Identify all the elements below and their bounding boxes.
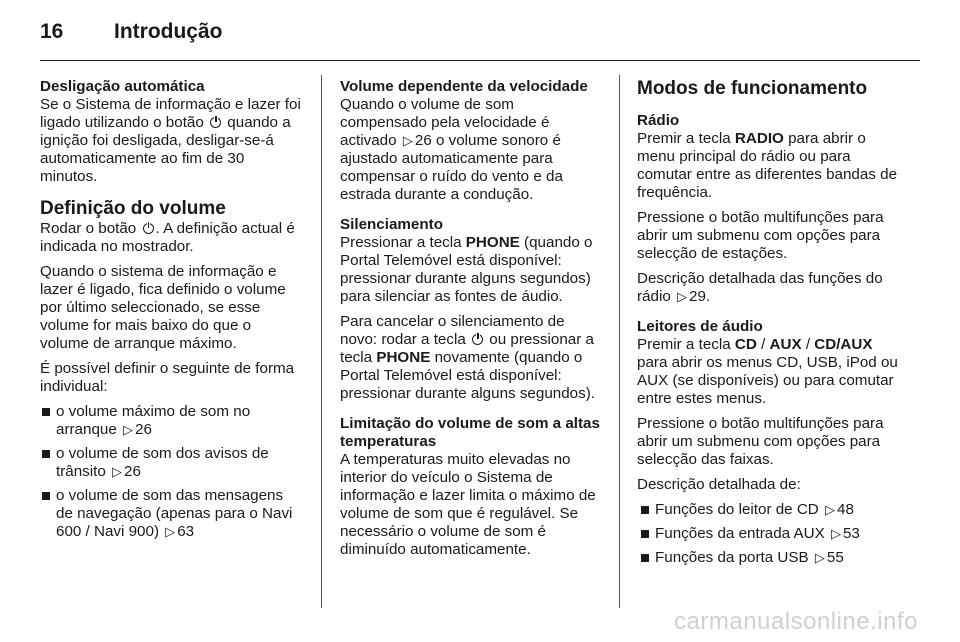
text: Se o Sistema de informação e lazer foi ligado utilizando o botão <box>40 96 301 131</box>
section-auto-off <box>40 78 302 186</box>
paragraph: Pressione o botão multifunções para abrir um submenu com opções para selecção das faixas. <box>637 415 884 468</box>
paragraph <box>340 96 604 204</box>
column-1 <box>40 78 302 553</box>
paragraph: Pressione o botão multifunções para abrir um submenu com opções para selecção de estações. <box>637 209 884 262</box>
key-label: RADIO <box>734 130 784 147</box>
page-ref-arrow-icon: ▷ <box>677 289 688 304</box>
section-heading: Silenciamento <box>340 216 443 233</box>
header-rule <box>40 60 920 61</box>
bullet-icon <box>42 450 50 458</box>
section-heading: Definição do volume <box>40 198 226 219</box>
column-divider <box>619 75 620 608</box>
paragraph <box>340 234 604 306</box>
text: Funções da porta USB <box>655 549 809 566</box>
column-2 <box>340 78 604 571</box>
paragraph <box>40 96 302 186</box>
text: Quando o volume de som compensado pela velocidade é activado <box>340 96 550 149</box>
paragraph: A temperaturas muito elevadas no interior do veículo o Sistema de informação e lazer limita o máximo de volume de som que é regulável. Se necessário o volume de som é diminuído automaticamente. <box>340 451 596 558</box>
text: Descrição detalhada das funções do rádio <box>637 270 883 305</box>
power-knob-icon <box>472 334 483 345</box>
list-item <box>40 487 302 541</box>
key-label: PHONE <box>376 349 431 366</box>
page-ref-arrow-icon: ▷ <box>402 133 413 148</box>
paragraph <box>637 336 901 408</box>
text: . A definição actual é indicada no mostrador. <box>40 220 295 255</box>
text: Pressionar a tecla <box>340 234 462 251</box>
text: / <box>801 336 815 353</box>
text: para abrir os menus CD, USB, iPod ou AUX (se disponíveis) ou para comutar entre estes menus. <box>637 354 898 407</box>
bullet-icon <box>641 554 649 562</box>
paragraph <box>637 130 901 202</box>
page-header <box>40 20 223 44</box>
text: Rodar o botão <box>40 220 137 237</box>
key-label: PHONE <box>465 234 520 251</box>
page-title: Introdução <box>114 20 223 43</box>
page-ref-arrow-icon: ▷ <box>814 550 825 565</box>
page-ref: 26 <box>124 463 141 480</box>
section-mute <box>340 216 604 403</box>
text: Para cancelar o silenciamento de novo: rodar a tecla <box>340 313 565 348</box>
column-divider <box>321 75 322 608</box>
text: Premir a tecla <box>637 130 731 147</box>
page-ref: 48 <box>837 501 854 518</box>
section-volume <box>40 198 302 541</box>
page-ref-arrow-icon: ▷ <box>165 524 176 539</box>
list-item <box>40 403 302 439</box>
paragraph <box>340 313 604 403</box>
page-ref: 63 <box>177 523 195 540</box>
text: novamente (quando o Portal Telemóvel está disponível: pressionar durante alguns segundos). <box>340 349 595 402</box>
bullet-list <box>40 403 302 541</box>
page-ref-arrow-icon: ▷ <box>830 526 841 541</box>
power-knob-icon <box>210 117 221 128</box>
text: o volume máximo de som no arranque <box>56 403 251 438</box>
section-heading: Modos de funcionamento <box>637 78 868 99</box>
text: o volume de som dos avisos de trânsito <box>56 445 269 480</box>
paragraph <box>40 220 302 256</box>
section-temp-limit <box>340 415 604 559</box>
column-3 <box>637 78 901 579</box>
bullet-icon <box>641 506 649 514</box>
list-item <box>40 445 302 481</box>
page-ref-arrow-icon: ▷ <box>825 502 836 517</box>
text: . <box>705 288 711 305</box>
page-number: 16 <box>40 20 64 43</box>
paragraph: Quando o sistema de informação e lazer é ligado, fica definido o volume por último seleccionado, se esse volume for mais baixo do que o volume de arranque máximo. <box>40 263 286 352</box>
key-label: CD <box>734 336 757 353</box>
page-ref: 29 <box>689 288 706 305</box>
page-ref-arrow-icon: ▷ <box>123 422 134 437</box>
section-heading: Limitação do volume de som a altas temperaturas <box>340 415 600 450</box>
text: / <box>756 336 770 353</box>
key-label: AUX <box>769 336 802 353</box>
text: Funções da entrada AUX <box>655 525 825 542</box>
list-item <box>637 501 901 519</box>
section-speed-volume <box>340 78 604 204</box>
subsection-heading: Rádio <box>637 112 680 129</box>
paragraph <box>637 270 901 306</box>
paragraph: É possível definir o seguinte de forma individual: <box>40 360 295 395</box>
section-heading: Volume dependente da velocidade <box>340 78 588 95</box>
text: Funções do leitor de CD <box>655 501 819 518</box>
bullet-icon <box>42 408 50 416</box>
text: quando a ignição foi desligada, desligar-se-á automaticamente ao fim de 30 minutos. <box>40 114 291 185</box>
section-radio <box>637 112 901 306</box>
bullet-icon <box>641 530 649 538</box>
text: o volume sonoro é ajustado automaticamente para compensar o ruído do vento e da estrada durante a condução. <box>340 132 563 203</box>
text: (quando o Portal Telemóvel está disponível: pressionar durante alguns segundos) para silenciar as fontes de áudio. <box>340 234 593 305</box>
text: o volume de som das mensagens de navegação (apenas para o Navi 600 / Navi 900) <box>56 487 293 540</box>
power-knob-icon <box>143 223 154 234</box>
page-ref: 53 <box>842 525 860 542</box>
bullet-list <box>637 501 901 567</box>
paragraph: Descrição detalhada de: <box>637 476 801 493</box>
text: Premir a tecla <box>637 336 731 353</box>
bullet-icon <box>42 492 50 500</box>
page-ref-arrow-icon: ▷ <box>112 464 123 479</box>
watermark: carmanualsonline.info <box>674 608 918 635</box>
section-audio <box>637 318 901 567</box>
text: para abrir o menu principal do rádio ou para comutar entre as diferentes bandas de frequência. <box>637 130 898 201</box>
section-heading: Desligação automática <box>40 78 205 95</box>
list-item <box>637 549 901 567</box>
page-ref: 26 <box>135 421 152 438</box>
page-ref: 55 <box>826 549 844 566</box>
text: ou pressionar a tecla <box>340 331 594 366</box>
list-item <box>637 525 901 543</box>
key-label: CD/AUX <box>814 336 873 353</box>
subsection-heading: Leitores de áudio <box>637 318 763 335</box>
page-ref: 26 <box>414 132 432 149</box>
